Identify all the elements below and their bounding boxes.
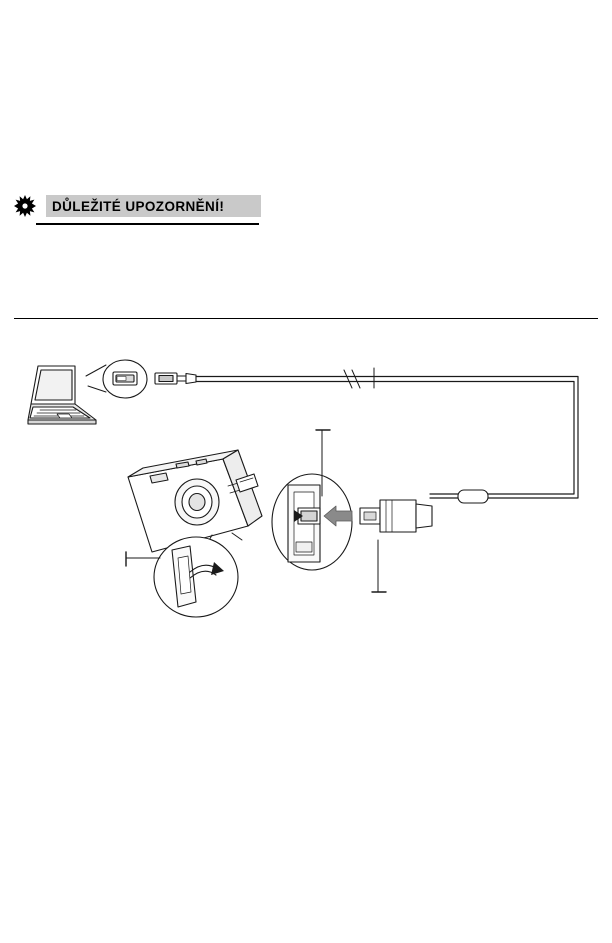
laptop-computer xyxy=(28,366,96,424)
usb-connection-diagram xyxy=(0,330,612,660)
burst-star-icon xyxy=(14,195,36,217)
plug-leader xyxy=(372,540,386,592)
notice-highlight xyxy=(46,195,261,217)
camera-usb-port-magnifier xyxy=(272,474,352,570)
section-divider xyxy=(14,318,598,319)
important-notice xyxy=(14,193,261,219)
notice-label: DŮLEŽITÉ UPOZORNĚNÍ! xyxy=(52,198,225,214)
cable-break-marks xyxy=(344,370,360,388)
usb-port-magnifier xyxy=(86,360,147,398)
usb-plug-connector xyxy=(360,500,432,532)
cover-leader xyxy=(126,552,160,566)
notice-underline xyxy=(36,223,259,225)
